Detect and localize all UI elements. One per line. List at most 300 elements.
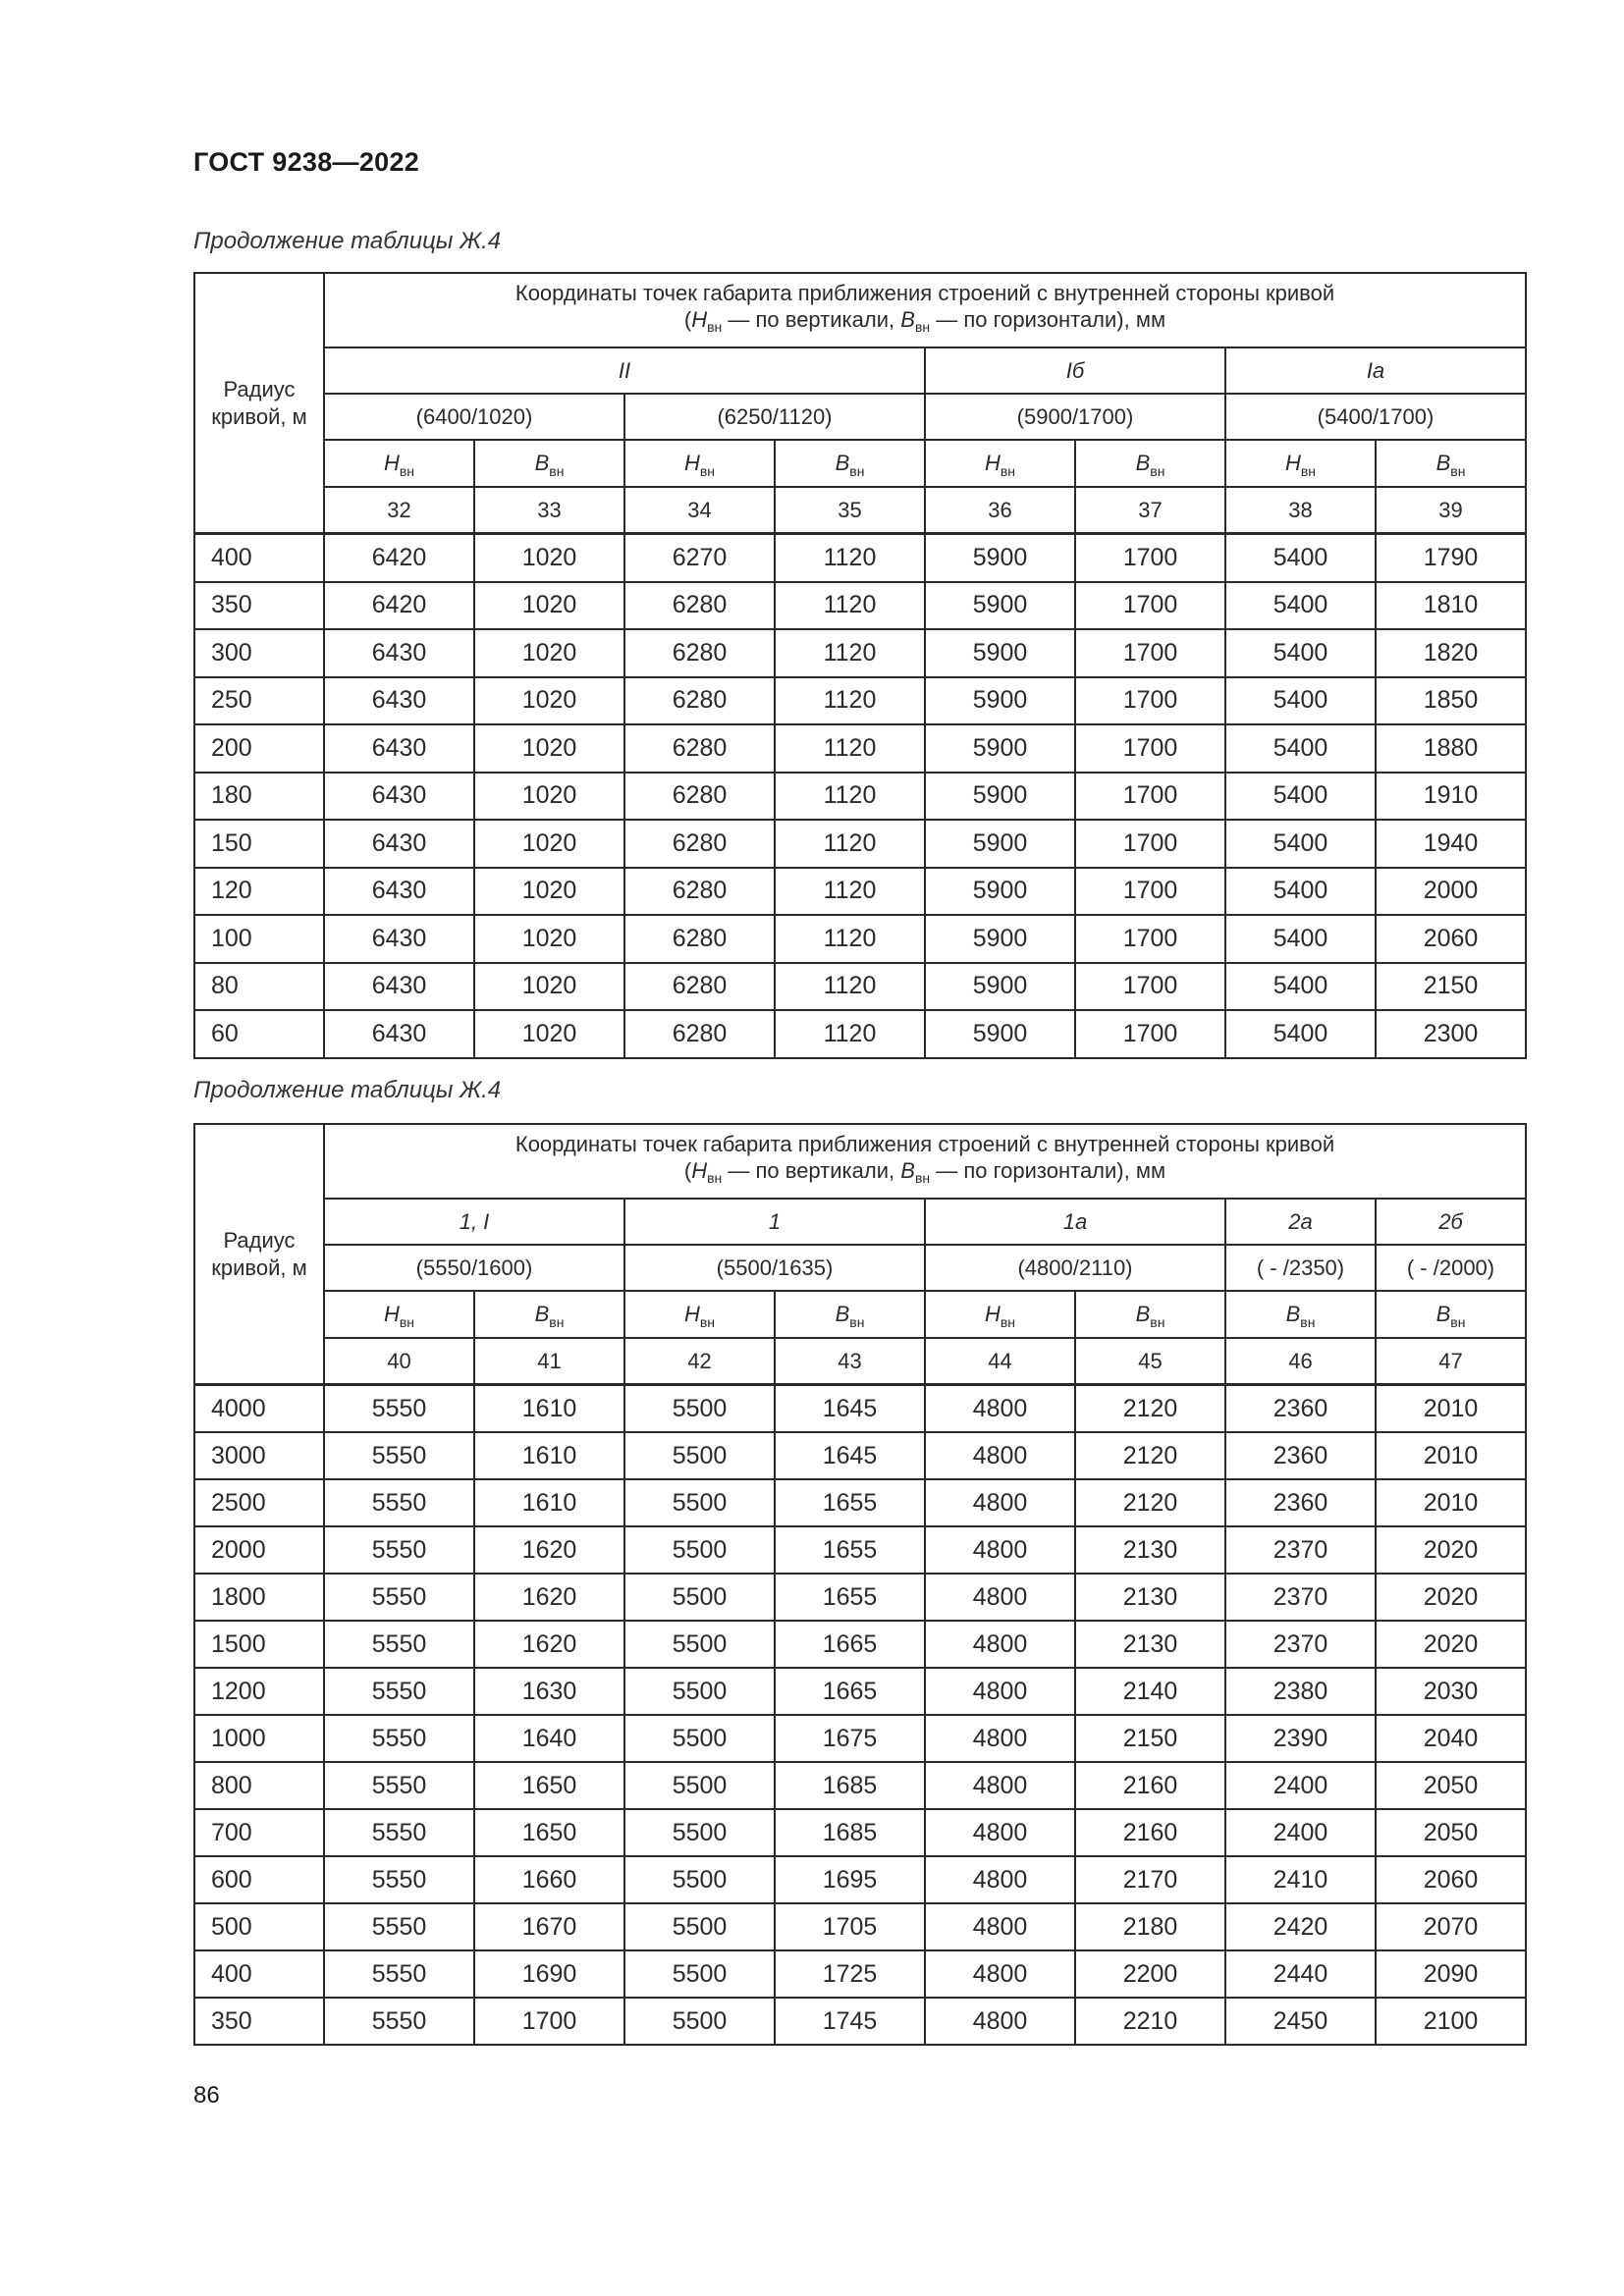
table-row	[194, 1668, 1526, 1715]
value-cell: 1120	[775, 915, 925, 963]
value-cell: 5550	[324, 1950, 474, 1998]
radius-cell: 400	[194, 1950, 324, 1998]
value-cell: 5400	[1225, 963, 1376, 1011]
value-cell: 1810	[1376, 582, 1526, 630]
value-cell: 2390	[1225, 1715, 1376, 1762]
value-cell: 1020	[474, 724, 624, 773]
value-cell: 2100	[1376, 1998, 1526, 2045]
value-cell: 2120	[1075, 1385, 1225, 1433]
value-cell: 4800	[925, 1479, 1075, 1526]
value-cell: 6430	[324, 915, 474, 963]
table-row	[194, 820, 1526, 868]
value-cell: 1120	[775, 1010, 925, 1058]
value-cell: 1700	[1075, 915, 1225, 963]
value-cell: 6430	[324, 1010, 474, 1058]
value-cell: 1120	[775, 629, 925, 677]
value-cell: 1650	[474, 1809, 624, 1856]
radius-cell: 2500	[194, 1479, 324, 1526]
value-cell: 1610	[474, 1479, 624, 1526]
clearance-table-1	[193, 272, 1527, 1059]
value-cell: 2370	[1225, 1574, 1376, 1621]
value-cell: 1020	[474, 582, 624, 630]
value-cell: 5500	[624, 1479, 775, 1526]
table-row	[194, 1809, 1526, 1856]
value-cell: 5400	[1225, 915, 1376, 963]
value-cell: 1620	[474, 1526, 624, 1574]
gauge-group-header: Iа	[1225, 347, 1526, 394]
coordinates-description: Координаты точек габарита приближения строений с внутренней стороны кривой ($H_{вн}$ — по вертикали, $B_{вн}$ — по горизонтали), мм	[324, 273, 1526, 347]
coordinates-description: Координаты точек габарита приближения строений с внутренней стороны кривой ($H_{вн}$ — по вертикали, $B_{вн}$ — по горизонтали), мм	[324, 1124, 1526, 1199]
value-cell: 1020	[474, 915, 624, 963]
value-cell: 5500	[624, 1856, 775, 1903]
column-number: 37	[1075, 487, 1225, 534]
value-cell: 1910	[1376, 773, 1526, 821]
table-row	[194, 1998, 1526, 2045]
value-cell: 1700	[1075, 724, 1225, 773]
value-cell: 1700	[1075, 534, 1225, 582]
value-cell: 1655	[775, 1479, 925, 1526]
value-cell: 5400	[1225, 820, 1376, 868]
radius-cell: 600	[194, 1856, 324, 1903]
value-cell: 1640	[474, 1715, 624, 1762]
value-cell: 2120	[1075, 1432, 1225, 1479]
value-cell: 2180	[1075, 1903, 1225, 1950]
value-cell: 6430	[324, 963, 474, 1011]
value-cell: 1660	[474, 1856, 624, 1903]
value-cell: 5900	[925, 582, 1075, 630]
value-cell: 4800	[925, 1432, 1075, 1479]
column-number: 44	[925, 1338, 1075, 1385]
symbol-h: $H_{вн}$	[624, 440, 775, 487]
radius-cell: 200	[194, 724, 324, 773]
value-cell: 4800	[925, 1856, 1075, 1903]
column-number: 33	[474, 487, 624, 534]
value-cell: 2020	[1376, 1526, 1526, 1574]
value-cell: 2130	[1075, 1574, 1225, 1621]
value-cell: 1120	[775, 963, 925, 1011]
value-cell: 1700	[474, 1998, 624, 2045]
symbol-b: $B_{вн}$	[1376, 1291, 1526, 1338]
radius-cell: 800	[194, 1762, 324, 1809]
column-number: 47	[1376, 1338, 1526, 1385]
value-cell: 2000	[1376, 868, 1526, 916]
value-cell: 1695	[775, 1856, 925, 1903]
value-cell: 5900	[925, 820, 1075, 868]
value-cell: 4800	[925, 1526, 1075, 1574]
symbol-b: $B_{вн}$	[474, 1291, 624, 1338]
value-cell: 1650	[474, 1762, 624, 1809]
value-cell: 1700	[1075, 677, 1225, 725]
symbol-h: $H_{вн}$	[324, 1291, 474, 1338]
value-cell: 4800	[925, 1762, 1075, 1809]
symbol-b: $B_{вн}$	[1075, 440, 1225, 487]
column-number: 43	[775, 1338, 925, 1385]
value-cell: 6280	[624, 773, 775, 821]
gauge-group-header: 1, I	[324, 1199, 624, 1245]
table-row	[194, 1574, 1526, 1621]
gauge-group-header: 2б	[1376, 1199, 1526, 1245]
table-row	[194, 868, 1526, 916]
radius-cell: 3000	[194, 1432, 324, 1479]
value-cell: 2440	[1225, 1950, 1376, 1998]
gauge-dimensions: (5400/1700)	[1225, 394, 1526, 440]
radius-cell: 1500	[194, 1621, 324, 1668]
table-row	[194, 1762, 1526, 1809]
table-row	[194, 1621, 1526, 1668]
value-cell: 1940	[1376, 820, 1526, 868]
value-cell: 1120	[775, 724, 925, 773]
radius-cell: 300	[194, 629, 324, 677]
value-cell: 2450	[1225, 1998, 1376, 2045]
radius-cell: 1800	[194, 1574, 324, 1621]
value-cell: 1645	[775, 1432, 925, 1479]
value-cell: 5400	[1225, 724, 1376, 773]
value-cell: 1120	[775, 820, 925, 868]
value-cell: 5900	[925, 534, 1075, 582]
symbol-h: $H_{вн}$	[925, 1291, 1075, 1338]
radius-column-header: Радиус кривой, м	[194, 1124, 324, 1385]
value-cell: 2010	[1376, 1479, 1526, 1526]
value-cell: 1850	[1376, 677, 1526, 725]
value-cell: 6430	[324, 677, 474, 725]
value-cell: 5500	[624, 1998, 775, 2045]
table-row	[194, 1479, 1526, 1526]
radius-column-header: Радиус кривой, м	[194, 273, 324, 534]
value-cell: 1630	[474, 1668, 624, 1715]
value-cell: 2370	[1225, 1526, 1376, 1574]
value-cell: 5900	[925, 773, 1075, 821]
value-cell: 1020	[474, 677, 624, 725]
table-row	[194, 582, 1526, 630]
value-cell: 4800	[925, 1385, 1075, 1433]
value-cell: 5500	[624, 1385, 775, 1433]
value-cell: 5500	[624, 1526, 775, 1574]
symbol-b: $B_{вн}$	[775, 440, 925, 487]
value-cell: 1020	[474, 820, 624, 868]
table-row	[194, 1526, 1526, 1574]
column-number: 46	[1225, 1338, 1376, 1385]
value-cell: 6280	[624, 629, 775, 677]
value-cell: 1700	[1075, 1010, 1225, 1058]
value-cell: 5500	[624, 1432, 775, 1479]
value-cell: 1670	[474, 1903, 624, 1950]
radius-cell: 150	[194, 820, 324, 868]
value-cell: 6430	[324, 773, 474, 821]
table-row	[194, 1385, 1526, 1433]
table-body	[194, 1385, 1526, 2046]
value-cell: 1020	[474, 629, 624, 677]
symbol-h: $H_{вн}$	[324, 440, 474, 487]
value-cell: 6280	[624, 963, 775, 1011]
gauge-dimensions: (5900/1700)	[925, 394, 1225, 440]
value-cell: 6280	[624, 1010, 775, 1058]
symbol-h: $H_{вн}$	[1225, 440, 1376, 487]
value-cell: 2020	[1376, 1574, 1526, 1621]
value-cell: 1020	[474, 868, 624, 916]
symbol-b: $B_{вн}$	[775, 1291, 925, 1338]
value-cell: 5400	[1225, 534, 1376, 582]
value-cell: 2360	[1225, 1479, 1376, 1526]
value-cell: 1700	[1075, 773, 1225, 821]
column-number: 41	[474, 1338, 624, 1385]
value-cell: 2300	[1376, 1010, 1526, 1058]
value-cell: 1700	[1075, 868, 1225, 916]
value-cell: 5550	[324, 1432, 474, 1479]
radius-cell: 180	[194, 773, 324, 821]
value-cell: 1690	[474, 1950, 624, 1998]
table-row	[194, 1432, 1526, 1479]
table-caption: Продолжение таблицы Ж.4	[193, 228, 502, 254]
value-cell: 1700	[1075, 629, 1225, 677]
value-cell: 2030	[1376, 1668, 1526, 1715]
symbol-b: $B_{вн}$	[1376, 440, 1526, 487]
gauge-dimensions: (6400/1020)	[324, 394, 624, 440]
gauge-group-header: II	[324, 347, 925, 394]
value-cell: 2060	[1376, 1856, 1526, 1903]
gauge-group-header: Iб	[925, 347, 1225, 394]
column-number: 45	[1075, 1338, 1225, 1385]
value-cell: 1120	[775, 534, 925, 582]
value-cell: 2010	[1376, 1385, 1526, 1433]
value-cell: 6430	[324, 629, 474, 677]
value-cell: 4800	[925, 1809, 1075, 1856]
value-cell: 6280	[624, 582, 775, 630]
gauge-dimensions: ( - /2000)	[1376, 1245, 1526, 1291]
value-cell: 2040	[1376, 1715, 1526, 1762]
gauge-group-header: 1а	[925, 1199, 1225, 1245]
value-cell: 4800	[925, 1950, 1075, 1998]
table-row	[194, 773, 1526, 821]
value-cell: 6420	[324, 534, 474, 582]
value-cell: 1020	[474, 773, 624, 821]
value-cell: 2370	[1225, 1621, 1376, 1668]
value-cell: 1665	[775, 1621, 925, 1668]
value-cell: 2150	[1075, 1715, 1225, 1762]
radius-cell: 350	[194, 1998, 324, 2045]
gauge-dimensions: (6250/1120)	[624, 394, 925, 440]
clearance-table-2	[193, 1123, 1527, 2046]
gauge-group-header: 1	[624, 1199, 925, 1245]
value-cell: 1120	[775, 677, 925, 725]
value-cell: 1610	[474, 1432, 624, 1479]
value-cell: 2120	[1075, 1479, 1225, 1526]
value-cell: 6280	[624, 915, 775, 963]
table-row	[194, 1950, 1526, 1998]
value-cell: 6280	[624, 820, 775, 868]
value-cell: 6430	[324, 868, 474, 916]
value-cell: 6430	[324, 724, 474, 773]
value-cell: 6280	[624, 724, 775, 773]
value-cell: 5550	[324, 1856, 474, 1903]
value-cell: 5400	[1225, 582, 1376, 630]
value-cell: 2050	[1376, 1762, 1526, 1809]
symbol-b: $B_{вн}$	[474, 440, 624, 487]
radius-cell: 4000	[194, 1385, 324, 1433]
column-number: 39	[1376, 487, 1526, 534]
value-cell: 5500	[624, 1715, 775, 1762]
value-cell: 1620	[474, 1621, 624, 1668]
value-cell: 5500	[624, 1903, 775, 1950]
value-cell: 1655	[775, 1574, 925, 1621]
value-cell: 5550	[324, 1998, 474, 2045]
value-cell: 1620	[474, 1574, 624, 1621]
value-cell: 1745	[775, 1998, 925, 2045]
value-cell: 1685	[775, 1809, 925, 1856]
value-cell: 1020	[474, 963, 624, 1011]
table-row	[194, 1856, 1526, 1903]
value-cell: 1685	[775, 1762, 925, 1809]
value-cell: 4800	[925, 1998, 1075, 2045]
column-number: 36	[925, 487, 1075, 534]
table-row	[194, 534, 1526, 582]
value-cell: 5900	[925, 868, 1075, 916]
value-cell: 2050	[1376, 1809, 1526, 1856]
value-cell: 5900	[925, 963, 1075, 1011]
value-cell: 1820	[1376, 629, 1526, 677]
value-cell: 5550	[324, 1621, 474, 1668]
value-cell: 5550	[324, 1903, 474, 1950]
value-cell: 2160	[1075, 1762, 1225, 1809]
value-cell: 1645	[775, 1385, 925, 1433]
value-cell: 2410	[1225, 1856, 1376, 1903]
value-cell: 1020	[474, 1010, 624, 1058]
table-row	[194, 915, 1526, 963]
value-cell: 1880	[1376, 724, 1526, 773]
value-cell: 2090	[1376, 1950, 1526, 1998]
gauge-dimensions: (5550/1600)	[324, 1245, 624, 1291]
value-cell: 6280	[624, 677, 775, 725]
value-cell: 1700	[1075, 820, 1225, 868]
radius-cell: 60	[194, 1010, 324, 1058]
value-cell: 2200	[1075, 1950, 1225, 1998]
value-cell: 4800	[925, 1668, 1075, 1715]
symbol-h: $H_{вн}$	[925, 440, 1075, 487]
value-cell: 2420	[1225, 1903, 1376, 1950]
value-cell: 2160	[1075, 1809, 1225, 1856]
value-cell: 1705	[775, 1903, 925, 1950]
value-cell: 5900	[925, 1010, 1075, 1058]
value-cell: 5900	[925, 677, 1075, 725]
gauge-dimensions: (5500/1635)	[624, 1245, 925, 1291]
radius-cell: 80	[194, 963, 324, 1011]
radius-cell: 700	[194, 1809, 324, 1856]
value-cell: 1700	[1075, 963, 1225, 1011]
value-cell: 2360	[1225, 1385, 1376, 1433]
column-number: 42	[624, 1338, 775, 1385]
gauge-dimensions: (4800/2110)	[925, 1245, 1225, 1291]
table-row	[194, 1903, 1526, 1950]
value-cell: 5550	[324, 1762, 474, 1809]
value-cell: 4800	[925, 1621, 1075, 1668]
table-row	[194, 724, 1526, 773]
value-cell: 2130	[1075, 1526, 1225, 1574]
value-cell: 5500	[624, 1762, 775, 1809]
table-row	[194, 1010, 1526, 1058]
value-cell: 1665	[775, 1668, 925, 1715]
value-cell: 5400	[1225, 677, 1376, 725]
value-cell: 5550	[324, 1526, 474, 1574]
radius-cell: 1200	[194, 1668, 324, 1715]
value-cell: 2070	[1376, 1903, 1526, 1950]
table-body	[194, 534, 1526, 1058]
value-cell: 4800	[925, 1574, 1075, 1621]
value-cell: 4800	[925, 1715, 1075, 1762]
value-cell: 2360	[1225, 1432, 1376, 1479]
value-cell: 5550	[324, 1385, 474, 1433]
value-cell: 2170	[1075, 1856, 1225, 1903]
value-cell: 2400	[1225, 1762, 1376, 1809]
radius-cell: 1000	[194, 1715, 324, 1762]
value-cell: 1020	[474, 534, 624, 582]
value-cell: 2380	[1225, 1668, 1376, 1715]
value-cell: 1610	[474, 1385, 624, 1433]
table-caption: Продолжение таблицы Ж.4	[193, 1077, 502, 1103]
value-cell: 4800	[925, 1903, 1075, 1950]
value-cell: 5500	[624, 1574, 775, 1621]
value-cell: 5900	[925, 724, 1075, 773]
table-row	[194, 963, 1526, 1011]
value-cell: 6430	[324, 820, 474, 868]
value-cell: 5550	[324, 1668, 474, 1715]
value-cell: 2020	[1376, 1621, 1526, 1668]
value-cell: 5500	[624, 1668, 775, 1715]
value-cell: 5400	[1225, 1010, 1376, 1058]
radius-cell: 400	[194, 534, 324, 582]
value-cell: 2010	[1376, 1432, 1526, 1479]
value-cell: 5550	[324, 1715, 474, 1762]
value-cell: 6420	[324, 582, 474, 630]
page-number: 86	[193, 2082, 220, 2109]
column-number: 40	[324, 1338, 474, 1385]
radius-cell: 350	[194, 582, 324, 630]
table-row	[194, 677, 1526, 725]
radius-cell: 100	[194, 915, 324, 963]
column-number: 38	[1225, 487, 1376, 534]
value-cell: 1655	[775, 1526, 925, 1574]
symbol-b: $B_{вн}$	[1225, 1291, 1376, 1338]
value-cell: 5400	[1225, 868, 1376, 916]
value-cell: 5400	[1225, 773, 1376, 821]
column-number: 34	[624, 487, 775, 534]
value-cell: 6270	[624, 534, 775, 582]
radius-cell: 250	[194, 677, 324, 725]
radius-cell: 120	[194, 868, 324, 916]
value-cell: 6280	[624, 868, 775, 916]
value-cell: 1790	[1376, 534, 1526, 582]
document-title: ГОСТ 9238—2022	[193, 147, 420, 177]
value-cell: 1120	[775, 773, 925, 821]
table-row	[194, 1715, 1526, 1762]
value-cell: 1725	[775, 1950, 925, 1998]
value-cell: 5500	[624, 1809, 775, 1856]
value-cell: 2400	[1225, 1809, 1376, 1856]
table-row	[194, 629, 1526, 677]
value-cell: 2150	[1376, 963, 1526, 1011]
value-cell: 5500	[624, 1950, 775, 1998]
radius-cell: 2000	[194, 1526, 324, 1574]
symbol-b: $B_{вн}$	[1075, 1291, 1225, 1338]
gauge-dimensions: ( - /2350)	[1225, 1245, 1376, 1291]
column-number: 35	[775, 487, 925, 534]
value-cell: 5900	[925, 915, 1075, 963]
value-cell: 5550	[324, 1809, 474, 1856]
value-cell: 5550	[324, 1479, 474, 1526]
value-cell: 1120	[775, 868, 925, 916]
value-cell: 5900	[925, 629, 1075, 677]
radius-cell: 500	[194, 1903, 324, 1950]
value-cell: 2210	[1075, 1998, 1225, 2045]
value-cell: 2130	[1075, 1621, 1225, 1668]
